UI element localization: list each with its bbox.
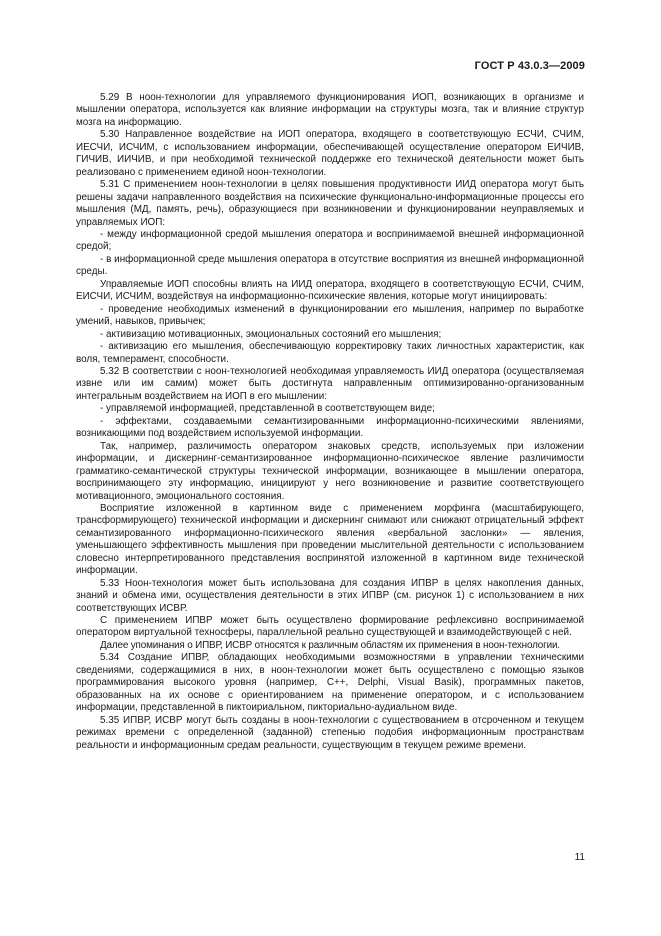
list-item: - активизацию мотивационных, эмоциональных состояний его мышления; bbox=[100, 328, 442, 340]
paragraph: Так, например, различимость оператором знаковых средств, используемых при изложении информации, и дискернинг-семантизированное информационно-психическое явление различимости грамматико-семантической структуры технической информации, возникающее в мышлении оператора, воспринимающего эту информацию, инициируют у него возникновение и развитие соответствующего мотивационного, эмоционального состояния. bbox=[76, 440, 584, 502]
paragraph: Восприятие изложенной в картинном виде с применением морфинга (масштабирующего, трансформирующего) технической информации и дискернинг снимают или снижают отрицательный эффект семантизированного информационно-психического явления «вербальной заслонки» — явления, уменьшающего эффективность мышления при проведении мыслительной деятельности с использованием словесно интерпретированного представления воспринятой изложенной в картинном виде технической информации. bbox=[76, 502, 584, 577]
list-item: - эффектами, создаваемыми семантизированными информационно-психическими явлениями, возникающими под воздействием используемой информации. bbox=[76, 415, 584, 440]
paragraph-5-35: 5.35 ИПВР, ИСВР могут быть созданы в ноон-технологии с существованием в отсроченном и текущем режимах времени с определенной (заданной) степенью подобия информационным пространствам реальности и информационным средам реальности, существующим в текущем режиме времени. bbox=[76, 714, 584, 751]
list-item: - активизацию его мышления, обеспечивающую корректировку таких личностных характеристик, как воля, темперамент, способности. bbox=[76, 341, 584, 365]
paragraph: Управляемые ИОП способны влиять на ИИД оператора, входящего в соответствующую ЕСЧИ, СЧИМ, ЕИСЧИ, ИСЧИМ, воздействуя на информационно-психические явления, которые могут инициировать: bbox=[76, 278, 584, 303]
paragraph: Далее упоминания о ИПВР, ИСВР относятся к различным областям их применения в ноон-технологии. bbox=[100, 639, 560, 651]
paragraph-5-29: 5.29 В ноон-технологии для управляемого функционирования ИОП, возникающих в организме и мышлении оператора, используется как влияние информации на структуры мозга, так и влияние структур мозга на информацию. bbox=[76, 92, 584, 128]
list-item: - в информационной среде мышления оператора в отсутствие восприятия из внешней информационной среды. bbox=[76, 253, 584, 278]
paragraph-5-34: 5.34 Создание ИПВР, обладающих необходимыми возможностями в управлении техническими сведениями, содержащимися в них, в ноон-технологии может быть осуществлено с помощью языков программирования высокого уровня (например, С++, Delphi, Visual Basik), программных пакетов, образованных на их основе с ориентированием на применение оператором, и с использованием информации, представленной в пиктоириальном, пикториально-аудиальном виде. bbox=[76, 652, 584, 714]
paragraph-5-30: 5.30 Направленное воздействие на ИОП оператора, входящего в соответствующую ЕСЧИ, СЧИМ, ИЕСЧИ, ИСЧИМ, с использованием информации, обеспечивающей осуществление оператором ЕИЧИВ, ГИЧИВ, ИИЧИВ, и при необходимой технической поддержке его технической деятельности может быть реализовано с применением единой ноон-технологии. bbox=[76, 129, 584, 178]
paragraph-5-32: 5.32 В соответствии с ноон-технологией необходимая управляемость ИИД оператора (осуществляемая извне или им самим) может быть достигнута направленным оптимизированно-организованным интегральным воздействием на ИОП в его мышлении: bbox=[76, 365, 584, 402]
standard-designation: ГОСТ Р 43.0.3—2009 bbox=[474, 60, 585, 72]
list-item: - проведение необходимых изменений в функционировании его мышления, например по выработке умений, навыков, привычек; bbox=[76, 303, 584, 328]
page-number: 11 bbox=[574, 852, 585, 863]
paragraph: С применением ИПВР может быть осуществлено формирование рефлексивно воспринимаемой оператором виртуальной техносферы, параллельной реально существующей и взаимодействующей с ней. bbox=[76, 615, 584, 639]
paragraph-5-31: 5.31 С применением ноон-технологии в целях повышения продуктивности ИИД оператора могут быть решены задачи направленного воздействия на психические функционально-информационные процессы его мышления (МД, память, речь), образующиеся при возникновении и функционировании неуправляемых и управляемых ИОП: bbox=[76, 179, 584, 228]
document-body bbox=[76, 92, 584, 752]
paragraph-5-33: 5.33 Ноон-технология может быть использована для создания ИПВР в целях накопления данных, знаний и обмена ими, осуществления деятельности в этих ИПВР (см. рисунок 1) с использованием в них соответствующих ИСВР. bbox=[76, 577, 584, 614]
list-item: - между информационной средой мышления оператора и воспринимаемой внешней информационной средой; bbox=[76, 228, 584, 253]
list-item: - управляемой информацией, представленной в соответствующем виде; bbox=[100, 403, 435, 415]
